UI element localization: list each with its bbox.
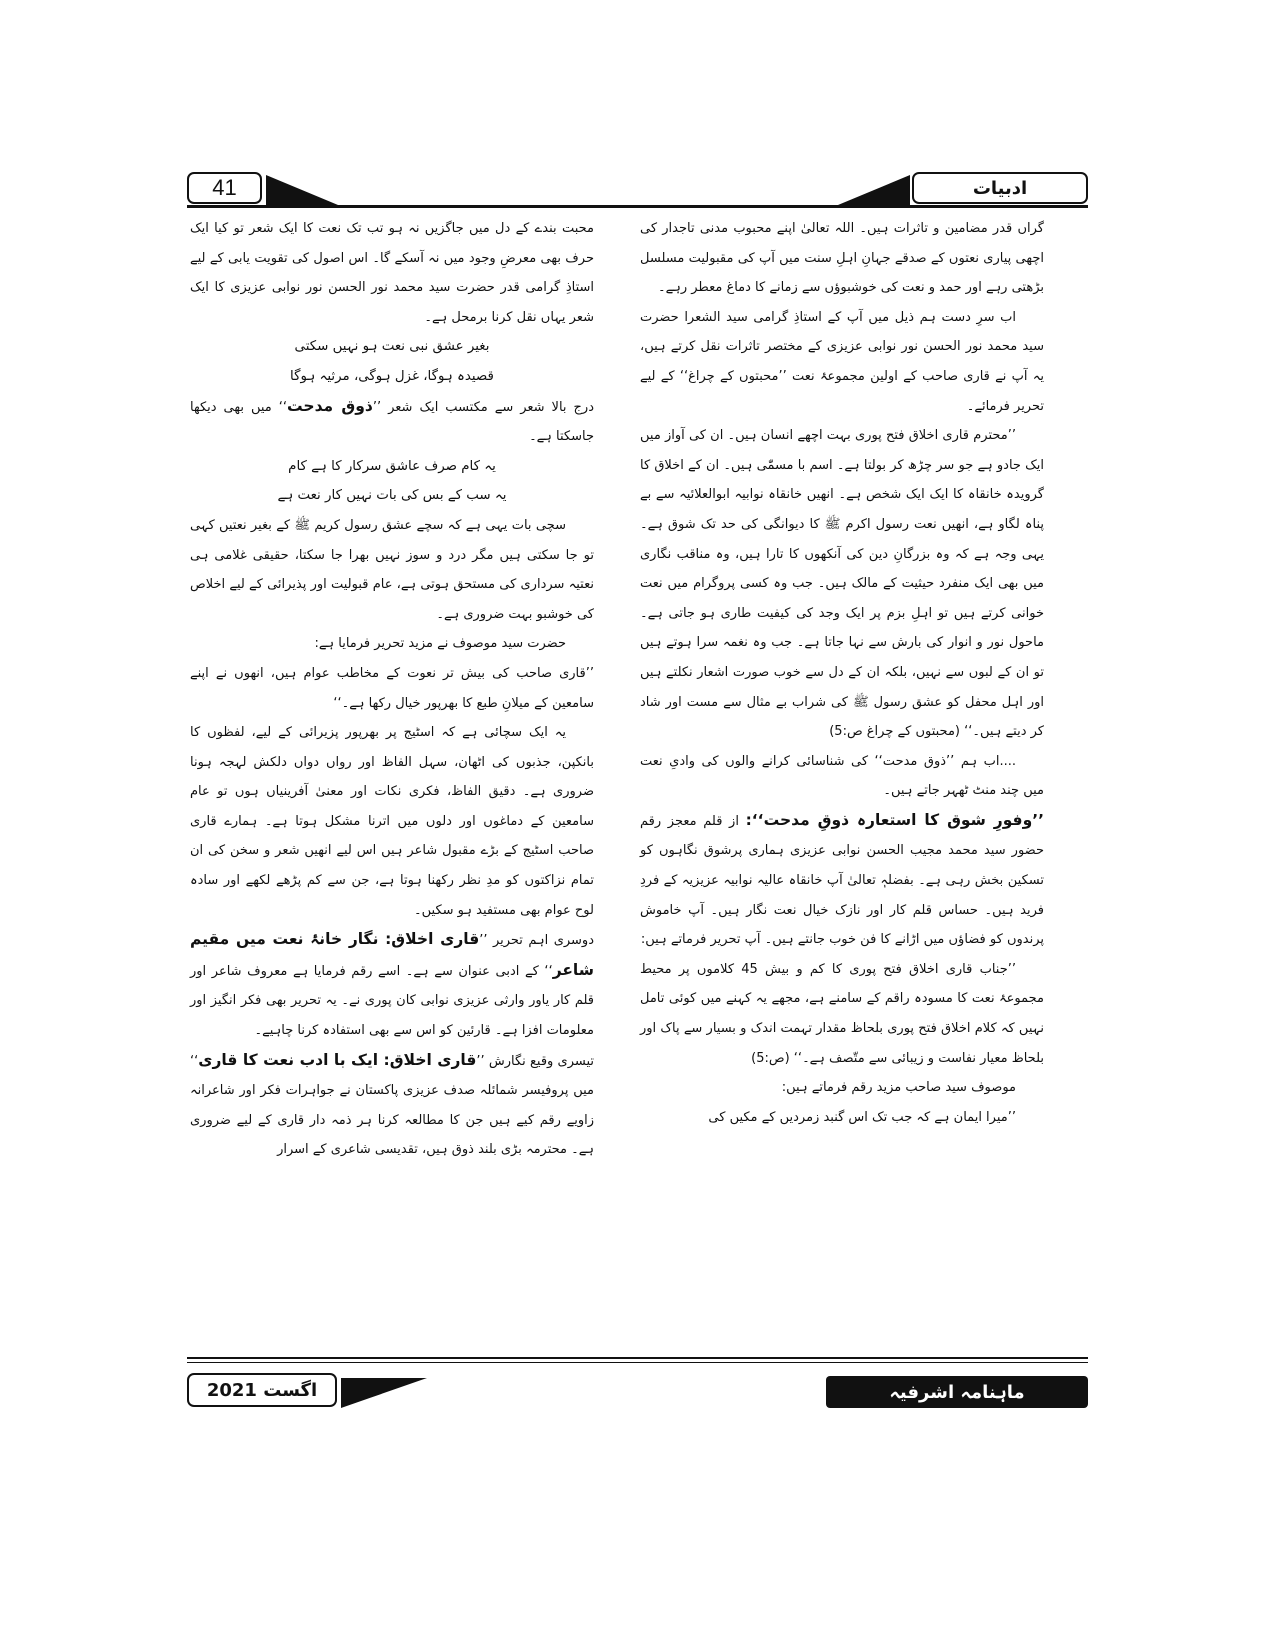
paragraph-text: ‘‘ میں پروفیسر شمائلہ صدف عزیزی پاکستان نے جواہرات فکر اور شاعرانہ زاویے رقم کیے ہیں جن کا مطالعہ کرنا ہر ذمہ دار قاری کے لیے ضروری ہے۔ محترمہ بڑی بلند ذوق ہیں، تقدیسی شاعری کے اسرار — [190, 1053, 594, 1158]
quotation: ’’میرا ایمان ہے کہ جب تک اس گنبد زمردیں کے مکیں کی — [708, 1109, 1016, 1125]
paragraph: اب سرِ دست ہم ذیل میں آپ کے استاذِ گرامی سید الشعرا حضرت سید محمد نور الحسن نور نوابی عزیزی کے مختصر تاثرات نقل کرتے ہیں، یہ آپ نے قاری صاحب کے اولین مجموعۂ نعت ’’محبتوں کے چراغ‘‘ کے لیے تحریر فرمائے۔ — [640, 309, 1044, 414]
inline-heading: قاری اخلاق: ایک با ادب نعت کا قاری — [198, 1050, 477, 1069]
paragraph-with-heading — [640, 806, 1044, 955]
quotation: ’’قاری صاحب کی بیش تر نعوت کے مخاطب عوام ہیں، انھوں نے اپنے سامعین کے میلانِ طبع کا بھرپور خیال رکھا ہے۔‘‘ — [190, 665, 594, 711]
verse-line: یہ کام صرف عاشق سرکار کا ہے کام — [288, 458, 496, 474]
header-left-wedge — [266, 175, 338, 205]
verse-line: یہ سب کے بس کی بات نہیں کار نعت ہے — [277, 488, 507, 504]
inline-heading: ’’وفورِ شوق کا استعارہ ذوقِ مدحت‘‘: — [745, 810, 1044, 829]
inline-heading: قاری اخلاق: نگار خانۂ نعت میں مقیم شاعر — [190, 930, 594, 979]
paragraph: یہ ایک سچائی ہے کہ اسٹیج پر بھرپور پزیرائی کے لیے، لفظوں کا بانکپن، جذبوں کی اٹھان، سہل الفاظ اور رواں دواں دلکش لہجہ ہونا ضروری ہے۔ دقیق الفاظ، فکری نکات اور معنیٰ آفرینیاں ہوں تو عام سامعین کے دماغوں اور دلوں میں اترنا مشکل ہوتا ہے۔ ہمارے قاری صاحب اسٹیج کے بڑے مقبول شاعر ہیں اس لیے انھیں شعر و سخن کی ان تمام نزاکتوں کو مدِ نظر رکھنا ہوتا ہے، جن سے کم پڑھے لکھے اور سادہ لوح عوام بھی مستفید ہو سکیں۔ — [190, 725, 594, 918]
paragraph: محبت بندے کے دل میں جاگزیں نہ ہو تب تک نعت کا ایک شعر تو کیا ایک حرف بھی معرضِ وجود میں نہ آسکے گا۔ اس اصول کی تقویت یابی کے لیے استاذِ گرامی قدر حضرت سید محمد نور الحسن نور نوابی عزیزی کا ایک شعر یہاں نقل کرنا برمحل ہے۔ — [190, 221, 594, 325]
quotation: ’’محترم قاری اخلاق فتح پوری بہت اچھے انسان ہیں۔ ان کی آواز میں ایک جادو ہے جو سر چڑھ کر بولتا ہے۔ اسم با مسمّٰی ہیں۔ ان کے اخلاق کا گرویدہ خانقاہ کا ایک ایک شخص ہے۔ انھیں خانقاہ نوابیہ ابوالعلائیہ سے بے پناہ لگاو ہے، انھیں نعت رسول اکرم ﷺ کا دیوانگی کی حد تک شوق ہے۔ یہی وجہ ہے کہ وہ بزرگانِ دین کی آنکھوں کا تارا ہیں، وہ مناقب نگاری میں بھی ایک منفرد حیثیت کے مالک ہیں۔ جب وہ کسی پروگرام میں نعت خوانی کرتے ہیں تو اہلِ بزم پر ایک وجد کی کیفیت طاری ہو جاتی ہے۔ ماحول نور و انوار کی بارش سے نہا جاتا ہے۔ جب وہ نغمہ سرا ہوتے ہیں تو ان کے لبوں سے نہیں، بلکہ ان کے دل سے خوب صورت اشعار نکلتے ہیں اور اہل محفل کو عشق رسول ﷺ کی شراب بے مثال سے مست اور شاد کر دیتے ہیں۔‘‘ (محبتوں کے چراغ ص:5) — [640, 428, 1044, 740]
footer-rule-thin — [187, 1362, 1088, 1363]
paragraph-text: درج بالا شعر سے مکتسب ایک شعر ’’ — [372, 399, 594, 415]
verse-line: بغیر عشق نبی نعت ہو نہیں سکتی — [294, 339, 490, 355]
header-rule — [187, 205, 1088, 208]
paragraph-text: ‘‘ کے ادبی عنوان سے ہے۔ اسے رقم فرمایا ہے معروف شاعر اور قلم کار یاور وارثی عزیزی نوابی کان پوری نے۔ یہ تحریر بھی فکر انگیز اور معلومات افزا ہے۔ قارئین کو اس سے بھی استفادہ کرنا چاہیے۔ — [190, 963, 594, 1039]
paragraph-with-heading — [190, 925, 594, 1045]
paragraph: گراں قدر مضامین و تاثرات ہیں۔ اللہ تعالیٰ اپنے محبوب مدنی تاجدار کی اچھی پیاری نعتوں کے صدقے جہانِ اہلِ سنت میں آپ کی مقبولیت مسلسل بڑھتی رہے اور حمد و نعت کی خوشبوؤں سے زمانے کا دماغ معطر رہے۔ — [640, 221, 1044, 296]
paragraph-with-heading — [190, 392, 594, 452]
paragraph-text: ‘‘ میں بھی دیکھا جاسکتا ہے۔ — [190, 399, 594, 445]
left-column — [190, 214, 594, 1165]
page-number: 41 — [187, 172, 262, 204]
header-right-wedge — [838, 175, 910, 205]
quotation: ’’جناب قاری اخلاق فتح پوری کا کم و بیش 45 کلاموں پر محیط مجموعۂ نعت کا مسودہ راقم کے سامنے ہے، مجھے یہ کہنے میں کوئی تامل نہیں کہ کلام اخلاق فتح پوری بلحاظ مقدار تہمت اندک و بسیار سے پاک اور بلحاظ معیار نفاست و زیبائی سے متّصف ہے۔‘‘ (ص:5) — [640, 961, 1044, 1066]
magazine-name: ماہنامہ اشرفیہ — [826, 1376, 1088, 1408]
right-column — [640, 214, 1044, 1132]
paragraph-text: تیسری وقیع نگارش ’’ — [476, 1053, 595, 1069]
paragraph-text: از قلم معجز رقم حضور سید محمد مجیب الحسن نوابی عزیزی ہماری پرشوق نگاہوں کو تسکین بخش رہی ہے۔ بفضلہٖ تعالیٰ آپ خانقاہ عالیہ نوابیہ عزیزیہ کے فردِ فرید ہیں۔ حساس قلم کار اور نازک خیال نعت نگار ہیں۔ آپ خاموش پرندوں کو فضاؤں میں اڑانے کا فن خوب جانتے ہیں۔ آپ تحریر فرماتے ہیں: — [640, 813, 1044, 948]
paragraph-with-heading — [190, 1046, 594, 1165]
inline-heading: ذوق مدحت — [287, 396, 373, 415]
issue-date: اگست 2021 — [187, 1373, 337, 1407]
footer-rule — [187, 1357, 1088, 1359]
paragraph: حضرت سید موصوف نے مزید تحریر فرمایا ہے: — [314, 636, 566, 652]
footer-wedge — [341, 1378, 427, 1408]
section-title: ادبیات — [912, 172, 1088, 204]
paragraph: سچی بات یہی ہے کہ سچے عشق رسول کریم ﷺ کے بغیر نعتیں کہی تو جا سکتی ہیں مگر درد و سوز نہیں بھرا جا سکتا، حقیقی غلامی ہی نعتیہ سرداری کی مستحق ہوتی ہے، عام قبولیت اور پذیرائی کے لیے اخلاص کی خوشبو بہت ضروری ہے۔ — [190, 517, 594, 622]
paragraph: ....اب ہم ’’ذوق مدحت‘‘ کی شناسائی کرانے والوں کی وادیِ نعت میں چند منٹ ٹھہر جاتے ہیں۔ — [640, 753, 1044, 799]
paragraph-text: دوسری اہم تحریر ’’ — [479, 933, 595, 949]
paragraph: موصوف سید صاحب مزید رقم فرماتے ہیں: — [781, 1080, 1016, 1096]
verse-line: قصیدہ ہوگا، غزل ہوگی، مرثیہ ہوگا — [290, 368, 494, 384]
